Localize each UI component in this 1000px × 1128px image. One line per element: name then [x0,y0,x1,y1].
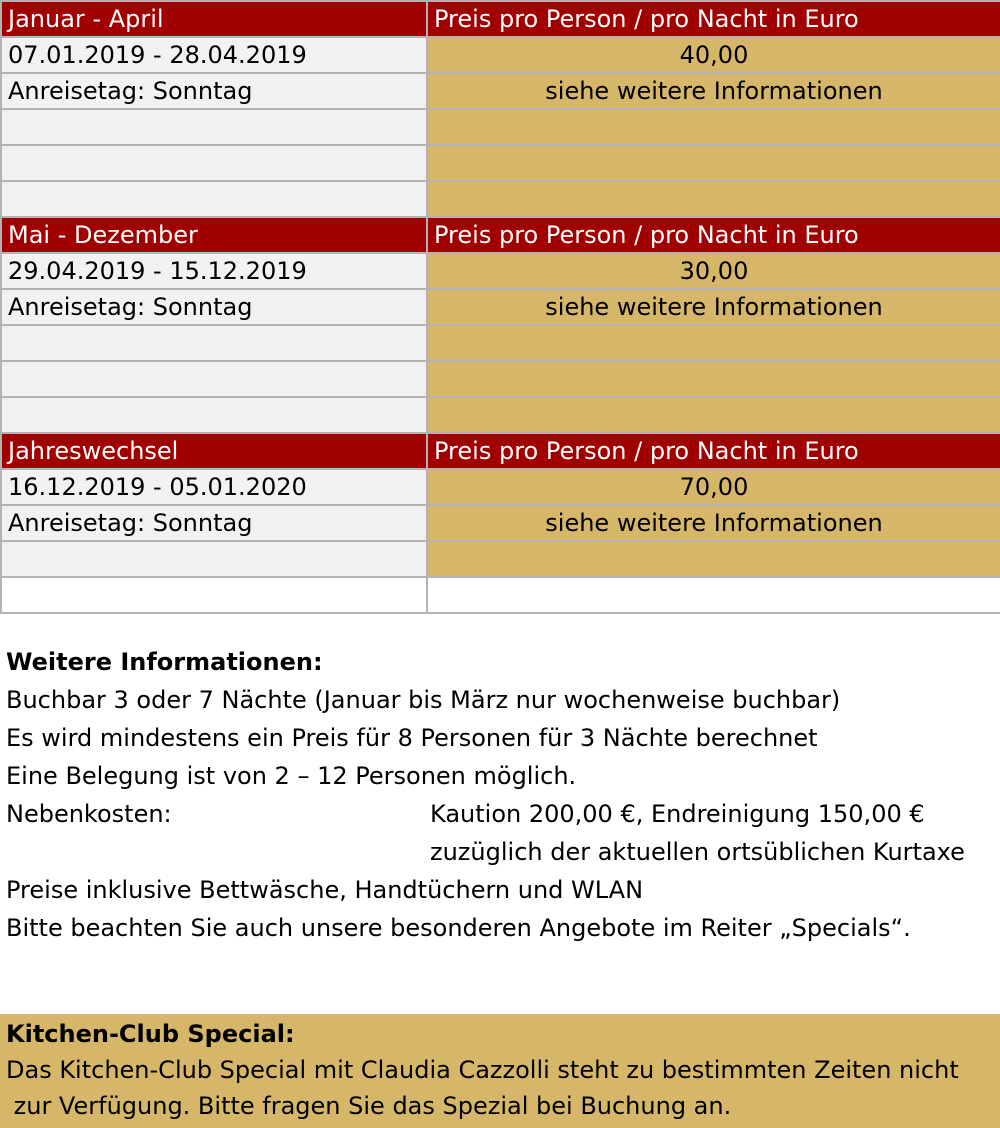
arrival-day: Anreisetag: Sonntag [1,505,427,541]
kitchen-title: Kitchen-Club Special: [6,1020,295,1048]
section-header-row [1,1,1000,37]
extra-costs-row [6,833,996,871]
arrival-note: siehe weitere Informationen [427,505,1000,541]
date-range: 29.04.2019 - 15.12.2019 [1,253,427,289]
price-value: 30,00 [427,253,1000,289]
arrival-day: Anreisetag: Sonntag [1,73,427,109]
table-row [1,37,1000,73]
empty-row [1,361,1000,397]
empty-row [1,181,1000,217]
season-label: Januar - April [1,1,427,37]
table-row [1,289,1000,325]
info-line: Bitte beachten Sie auch unsere besonderen Angebote im Reiter „Specials“. [6,914,911,942]
price-column-header: Preis pro Person / pro Nacht in Euro [427,217,1000,253]
arrival-note: siehe weitere Informationen [427,289,1000,325]
kitchen-line: zur Verfügung. Bitte fragen Sie das Spezial bei Buchung an. [6,1092,732,1120]
extra-costs-row [6,795,996,833]
extra-costs-value: Kaution 200,00 €, Endreinigung 150,00 € [430,800,925,828]
empty-row [1,325,1000,361]
table-row [1,469,1000,505]
info-line: Buchbar 3 oder 7 Nächte (Januar bis März nur wochenweise buchbar) [6,686,841,714]
empty-row [1,145,1000,181]
empty-row [1,109,1000,145]
table-row [1,505,1000,541]
section-header-row [1,217,1000,253]
arrival-note: siehe weitere Informationen [427,73,1000,109]
price-value: 70,00 [427,469,1000,505]
extra-costs-label: Nebenkosten: [6,800,172,828]
extra-costs-value: zuzüglich der aktuellen ortsüblichen Kurtaxe [430,838,965,866]
price-value: 40,00 [427,37,1000,73]
info-line: Eine Belegung ist von 2 – 12 Personen möglich. [6,762,577,790]
info-line: Preise inklusive Bettwäsche, Handtüchern und WLAN [6,876,644,904]
price-column-header: Preis pro Person / pro Nacht in Euro [427,433,1000,469]
section-header-row [1,433,1000,469]
season-label: Mai - Dezember [1,217,427,253]
kitchen-club-special [0,1014,1000,1128]
table-row [1,73,1000,109]
info-title: Weitere Informationen: [6,648,323,676]
date-range: 07.01.2019 - 28.04.2019 [1,37,427,73]
empty-row [1,577,1000,613]
empty-row [1,397,1000,433]
empty-row [1,541,1000,577]
table-row [1,253,1000,289]
season-label: Jahreswechsel [1,433,427,469]
arrival-day: Anreisetag: Sonntag [1,289,427,325]
price-column-header: Preis pro Person / pro Nacht in Euro [427,1,1000,37]
info-line: Es wird mindestens ein Preis für 8 Personen für 3 Nächte berechnet [6,724,818,752]
additional-info [6,643,996,947]
kitchen-line: Das Kitchen-Club Special mit Claudia Cazzolli steht zu bestimmten Zeiten nicht [6,1056,959,1084]
date-range: 16.12.2019 - 05.01.2020 [1,469,427,505]
